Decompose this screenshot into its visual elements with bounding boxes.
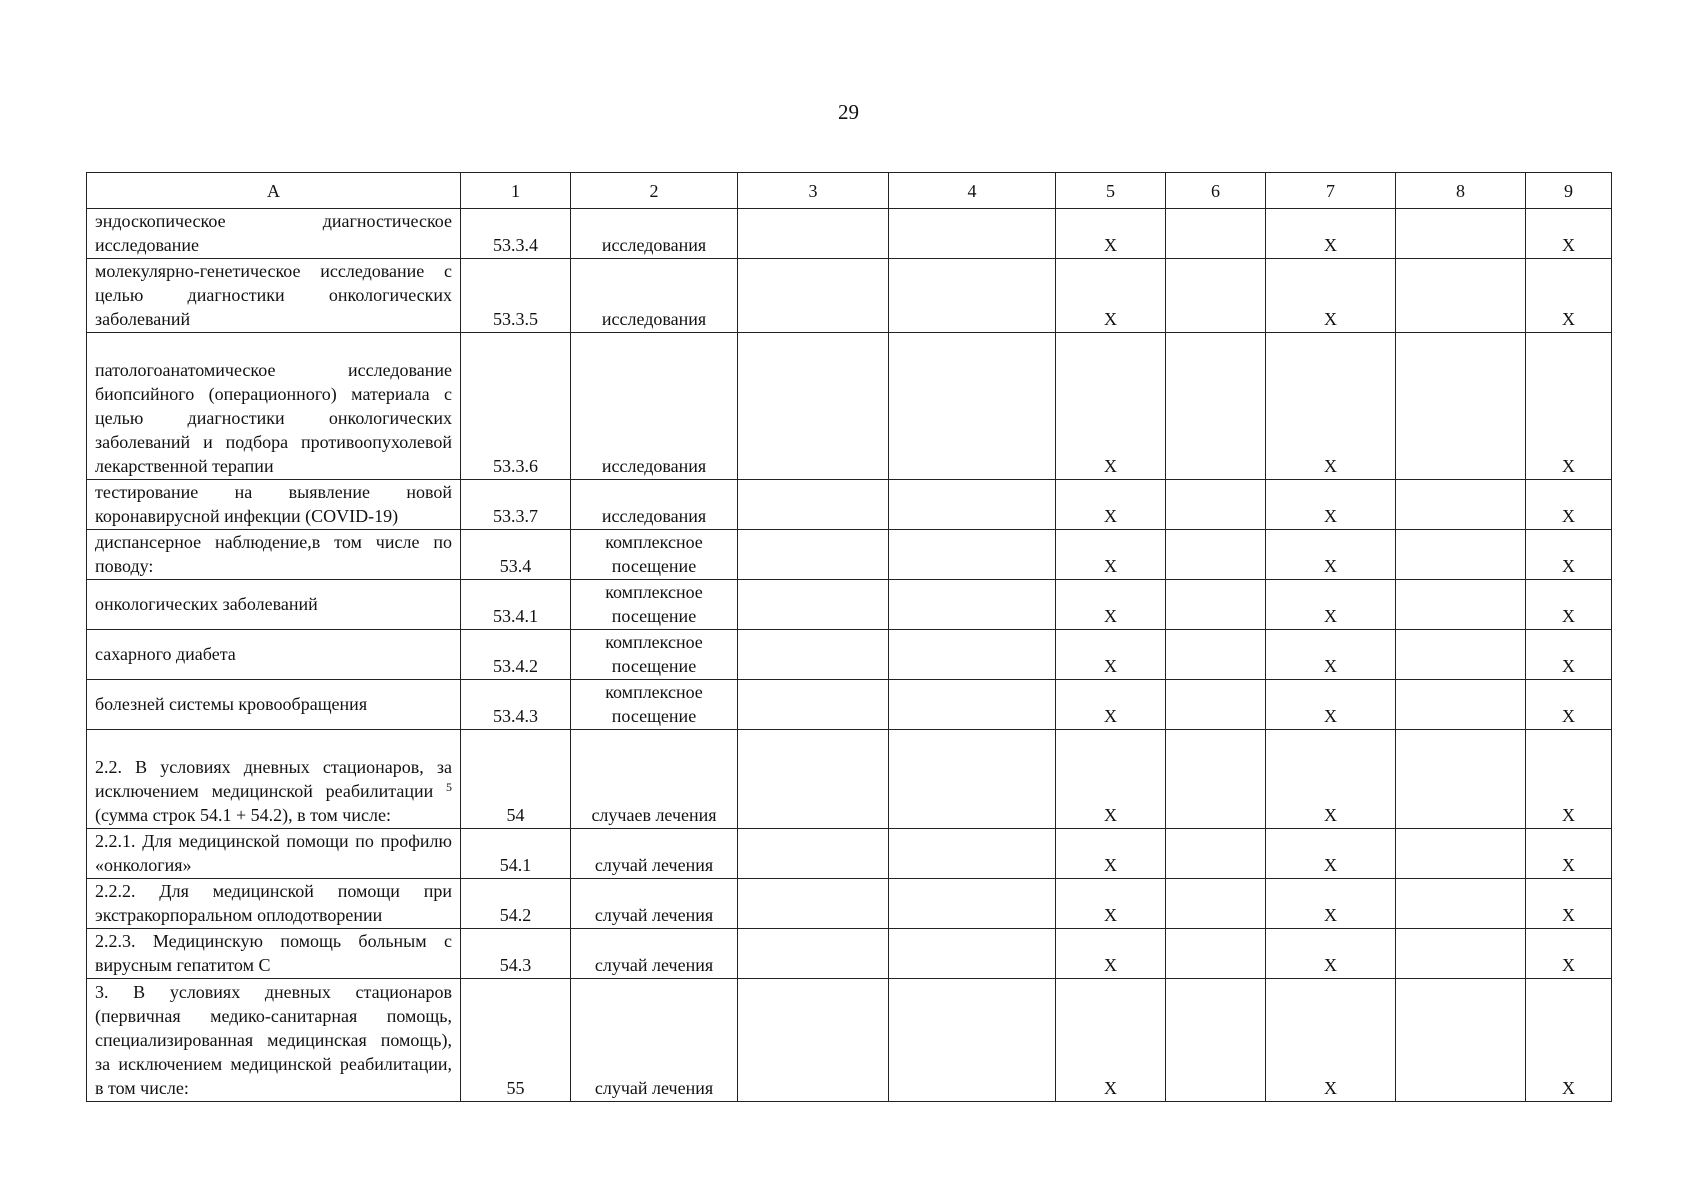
empty-cell	[738, 480, 889, 530]
row-name-text: 2.2. В условиях дневных стационаров, за исключением медицинской реабилитации	[95, 757, 452, 801]
empty-cell	[1396, 580, 1526, 630]
empty-cell	[738, 530, 889, 580]
cross-mark: Х	[1056, 630, 1166, 680]
empty-cell	[1396, 979, 1526, 1102]
row-unit: исследования	[571, 480, 738, 530]
cross-mark: Х	[1056, 979, 1166, 1102]
row-code: 54	[461, 730, 571, 829]
cross-mark: Х	[1266, 580, 1396, 630]
empty-cell	[889, 829, 1056, 879]
cross-mark: Х	[1056, 829, 1166, 879]
column-header: 4	[889, 173, 1056, 209]
table-header-row	[87, 173, 1612, 209]
cross-mark: Х	[1266, 480, 1396, 530]
column-header: 3	[738, 173, 889, 209]
empty-cell	[738, 580, 889, 630]
row-unit: случай лечения	[571, 979, 738, 1102]
table-row	[87, 333, 1612, 480]
row-code: 54.1	[461, 829, 571, 879]
empty-cell	[1396, 730, 1526, 829]
row-unit: комплексное посещение	[571, 580, 738, 630]
row-name	[87, 730, 461, 829]
row-unit: исследования	[571, 333, 738, 480]
cross-mark: Х	[1056, 680, 1166, 730]
row-name: 2.2.3. Медицинскую помощь больным с вирусным гепатитом С	[87, 929, 461, 979]
cross-mark: Х	[1526, 829, 1612, 879]
row-name: сахарного диабета	[87, 630, 461, 680]
empty-cell	[738, 829, 889, 879]
cross-mark: Х	[1526, 630, 1612, 680]
row-code: 53.4.2	[461, 630, 571, 680]
cross-mark: Х	[1266, 259, 1396, 333]
row-name: 3. В условиях дневных стационаров (первичная медико-санитарная помощь, специализированная медицинская помощь), за исключением медицинской реабилитации, в том числе:	[87, 979, 461, 1102]
cross-mark: Х	[1526, 680, 1612, 730]
empty-cell	[738, 333, 889, 480]
cross-mark: Х	[1056, 480, 1166, 530]
empty-cell	[738, 630, 889, 680]
cross-mark: Х	[1526, 929, 1612, 979]
row-code: 53.4	[461, 530, 571, 580]
row-name: 2.2.1. Для медицинской помощи по профилю «онкология»	[87, 829, 461, 879]
page-number: 29	[838, 100, 859, 124]
cross-mark: Х	[1056, 209, 1166, 259]
empty-cell	[738, 259, 889, 333]
empty-cell	[1166, 730, 1266, 829]
empty-cell	[1166, 829, 1266, 879]
column-header: 6	[1166, 173, 1266, 209]
cross-mark: Х	[1526, 530, 1612, 580]
cross-mark: Х	[1056, 259, 1166, 333]
empty-cell	[889, 730, 1056, 829]
empty-cell	[889, 630, 1056, 680]
row-name: патологоанатомическое исследование биопсийного (операционного) материала с целью диагностики онкологических заболеваний и подбора противоопухолевой лекарственной терапии	[87, 333, 461, 480]
row-code: 54.2	[461, 879, 571, 929]
empty-cell	[1166, 333, 1266, 480]
empty-cell	[1396, 929, 1526, 979]
column-header: 8	[1396, 173, 1526, 209]
footnote-marker: 5	[446, 780, 452, 794]
row-name: молекулярно-генетическое исследование с целью диагностики онкологических заболеваний	[87, 259, 461, 333]
empty-cell	[738, 879, 889, 929]
empty-cell	[1396, 530, 1526, 580]
cross-mark: Х	[1266, 979, 1396, 1102]
data-table	[86, 172, 1612, 1102]
cross-mark: Х	[1526, 259, 1612, 333]
row-name: тестирование на выявление новой коронавирусной инфекции (COVID-19)	[87, 480, 461, 530]
empty-cell	[889, 209, 1056, 259]
table-row	[87, 630, 1612, 680]
empty-cell	[889, 480, 1056, 530]
row-name: болезней системы кровообращения	[87, 680, 461, 730]
row-code: 53.3.4	[461, 209, 571, 259]
row-unit: исследования	[571, 259, 738, 333]
cross-mark: Х	[1526, 979, 1612, 1102]
column-header: 5	[1056, 173, 1166, 209]
column-header: А	[87, 173, 461, 209]
cross-mark: Х	[1056, 730, 1166, 829]
cross-mark: Х	[1266, 879, 1396, 929]
empty-cell	[1166, 630, 1266, 680]
cross-mark: Х	[1526, 333, 1612, 480]
cross-mark: Х	[1056, 333, 1166, 480]
empty-cell	[1166, 580, 1266, 630]
row-code: 53.3.5	[461, 259, 571, 333]
empty-cell	[889, 259, 1056, 333]
cross-mark: Х	[1526, 730, 1612, 829]
table-row	[87, 259, 1612, 333]
cross-mark: Х	[1056, 929, 1166, 979]
table-row	[87, 480, 1612, 530]
empty-cell	[738, 979, 889, 1102]
cross-mark: Х	[1526, 209, 1612, 259]
empty-cell	[738, 929, 889, 979]
cross-mark: Х	[1266, 929, 1396, 979]
empty-cell	[738, 730, 889, 829]
empty-cell	[738, 209, 889, 259]
row-code: 53.4.3	[461, 680, 571, 730]
empty-cell	[1166, 209, 1266, 259]
table-row	[87, 829, 1612, 879]
cross-mark: Х	[1266, 530, 1396, 580]
empty-cell	[1166, 259, 1266, 333]
row-code: 55	[461, 979, 571, 1102]
row-name: эндоскопическое диагностическое исследование	[87, 209, 461, 259]
cross-mark: Х	[1056, 530, 1166, 580]
row-code: 53.3.7	[461, 480, 571, 530]
empty-cell	[1396, 879, 1526, 929]
empty-cell	[1166, 929, 1266, 979]
column-header: 7	[1266, 173, 1396, 209]
row-name: 2.2.2. Для медицинской помощи при экстракорпоральном оплодотворении	[87, 879, 461, 929]
empty-cell	[1166, 480, 1266, 530]
empty-cell	[1396, 829, 1526, 879]
table-row	[87, 730, 1612, 829]
cross-mark: Х	[1266, 730, 1396, 829]
cross-mark: Х	[1056, 580, 1166, 630]
row-unit: комплексное посещение	[571, 530, 738, 580]
row-name-text: (сумма строк 54.1 + 54.2), в том числе:	[95, 805, 391, 825]
cross-mark: Х	[1266, 209, 1396, 259]
cross-mark: Х	[1526, 580, 1612, 630]
empty-cell	[1396, 259, 1526, 333]
row-unit: комплексное посещение	[571, 630, 738, 680]
row-code: 53.4.1	[461, 580, 571, 630]
empty-cell	[1166, 879, 1266, 929]
row-unit: случай лечения	[571, 929, 738, 979]
row-name: онкологических заболеваний	[87, 580, 461, 630]
table-row	[87, 530, 1612, 580]
column-header: 2	[571, 173, 738, 209]
empty-cell	[1166, 979, 1266, 1102]
cross-mark: Х	[1266, 630, 1396, 680]
empty-cell	[1396, 680, 1526, 730]
column-header: 9	[1526, 173, 1612, 209]
cross-mark: Х	[1526, 480, 1612, 530]
row-unit: случай лечения	[571, 879, 738, 929]
row-code: 54.3	[461, 929, 571, 979]
cross-mark: Х	[1266, 829, 1396, 879]
table-row	[87, 979, 1612, 1102]
table-row	[87, 929, 1612, 979]
empty-cell	[889, 979, 1056, 1102]
empty-cell	[889, 580, 1056, 630]
table-row	[87, 209, 1612, 259]
empty-cell	[889, 333, 1056, 480]
table-row	[87, 580, 1612, 630]
row-code: 53.3.6	[461, 333, 571, 480]
row-unit: комплексное посещение	[571, 680, 738, 730]
table-row	[87, 680, 1612, 730]
empty-cell	[1396, 630, 1526, 680]
row-unit: случай лечения	[571, 829, 738, 879]
cross-mark: Х	[1056, 879, 1166, 929]
empty-cell	[1396, 480, 1526, 530]
cross-mark: Х	[1526, 879, 1612, 929]
empty-cell	[738, 680, 889, 730]
empty-cell	[889, 879, 1056, 929]
empty-cell	[1166, 530, 1266, 580]
row-name: диспансерное наблюдение,в том числе по поводу:	[87, 530, 461, 580]
empty-cell	[1396, 209, 1526, 259]
empty-cell	[889, 530, 1056, 580]
empty-cell	[889, 680, 1056, 730]
cross-mark: Х	[1266, 333, 1396, 480]
column-header: 1	[461, 173, 571, 209]
empty-cell	[1396, 333, 1526, 480]
row-unit: случаев лечения	[571, 730, 738, 829]
empty-cell	[1166, 680, 1266, 730]
table-row	[87, 879, 1612, 929]
empty-cell	[889, 929, 1056, 979]
cross-mark: Х	[1266, 680, 1396, 730]
row-unit: исследования	[571, 209, 738, 259]
